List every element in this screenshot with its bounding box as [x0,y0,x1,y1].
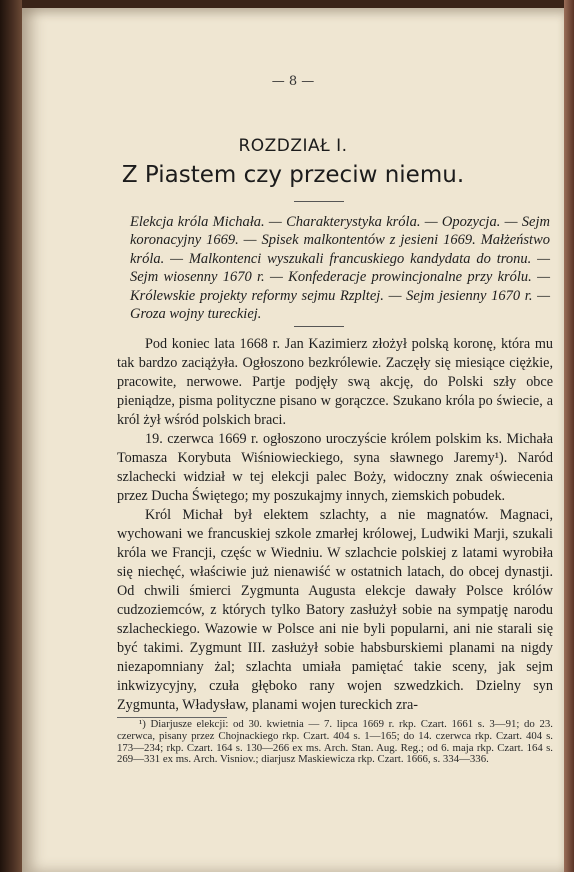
chapter-summary: Elekcja króla Michała. — Charakterystyka króla. — Opozycja. — Sejm koronacyjny 1669. — Spisek malkontentów z jesieni 1669. Małżeństwo króla. — Malkontenci wyszukali francuskiego kandydata do tronu. — Sejm wiosenny 1670 r. — Konfederacje prowincjonalne przy królu. — Królewskie projekty reformy sejmu Rzpltej. — Sejm jesienny 1670 r. — Groza wojny tureckiej. [130,214,550,323]
body-text [117,335,553,715]
title-divider [294,201,344,202]
paragraph: Król Michał był elektem szlachty, a nie magnatów. Magnaci, wychowani we francuskiej szkole zmarłej królowej, Ludwiki Marji, szukali króla we Francji, częśc w Wiedniu. W szlachcie polskiej z latami wyrobiła się niechęć, właściwie już nienawiść w ostatnich latach, do obcej dynastji. Od chwili śmierci Zygmunta Augusta elekcje dawały Polsce królów cudzoziemców, z których tylko Batory zasłużył sobie na sympatję narodu szlacheckiego. Wazowie w Polsce ani nie byli popularni, ani nie starali się być takimi. Zygmunt III. zasłużył sobie habsburskiemi planami na nigdy niezapomniany żal; szlachta umiała pamiętać takie sceny, jak sejm inkwizycyjny, czuła głęboko rany wojen szwedzkich. Dzielny syn Zygmunta, Władysław, planami wojen tureckich zra- [117,507,553,713]
page-number: — 8 — [271,74,315,89]
book-cover-edge [564,0,574,872]
book-spine [0,0,22,872]
paragraph: Pod koniec lata 1668 r. Jan Kazimierz złożył polską koronę, która mu tak bardzo zaciążyła. Ogłoszono bezkrólewie. Zaczęły się miesiące ciężkie, pracowite, nerwowe. Partje podjęły swą akcję, do Polski szły obce pieniądze, pisma polityczne pisano w gorączce. Szukano króla po świecie, a król żył wśród polskich braci. [117,336,553,428]
summary-divider [294,326,344,327]
paragraph: 19. czerwca 1669 r. ogłoszono uroczyście królem polskim ks. Michała Tomasza Korybuta Wiśniowieckiego, syna sławnego Jaremy¹). Naród szlachecki widział w tej elekcji palec Boży, widoczny znak oświecenia przez Ducha Świętego; my poszukajmy innych, ziemskich pobudek. [117,431,553,504]
chapter-title: Z Piastem czy przeciw niemu. [121,162,465,188]
footnote: ¹) Diarjusze elekcji: od 30. kwietnia — 7. lipca 1669 r. rkp. Czart. 1661 s. 3—91; do 23. czerwca, pisany przez Chojnackiego rkp. Czart. 404 s. 1—165; do 14. czerwca rkp. Czart. 404 s. 173—234; rkp. Czart. 164 s. 130—266 ex ms. Arch. Stan. Aug. Reg.; od 6. maja rkp. Czart. 164 s. 269—331 ex ms. Arch. Visniov.; diarjusz Maskiewicza rkp. Czart. 1666, s. 334—336. [117,718,553,766]
book-page [22,8,564,872]
chapter-heading: ROZDZIAŁ I. [238,136,348,156]
